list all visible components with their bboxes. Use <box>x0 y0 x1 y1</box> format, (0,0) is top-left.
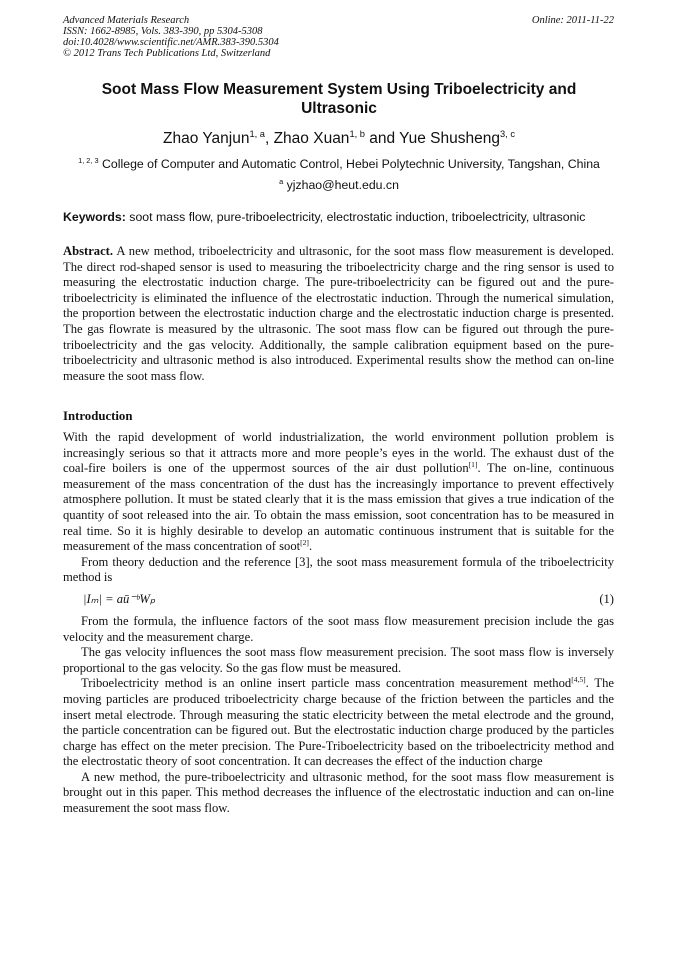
paragraph: From the formula, the influence factors of the soot mass flow measurement precision include the gas velocity and the measurement charge. <box>63 613 614 644</box>
equation-number: (1) <box>599 592 614 607</box>
author-sup: 1, b <box>349 128 365 139</box>
affiliation <box>63 157 615 171</box>
author-sep: and <box>364 130 400 147</box>
author-sup: 3, c <box>500 128 515 139</box>
abstract <box>63 244 614 384</box>
equation-1 <box>63 586 614 614</box>
paragraph: A new method, the pure-triboelectricity and ultrasonic method, for the soot mass flow measurement is brought out in this paper. This method decreases the influence of the electrostatic induction and can on-line measurement the soot mass flow. <box>63 769 614 816</box>
text: Triboelectricity method is an online insert particle mass concentration measurement method <box>81 676 572 691</box>
affiliation-text: College of Computer and Automatic Control, Hebei Polytechnic University, Tangshan, China <box>98 157 600 171</box>
citation: [1] <box>468 460 478 469</box>
doi: doi:10.4028/www.scientific.net/AMR.383-390.5304 <box>63 37 279 48</box>
citation: [2] <box>300 537 309 547</box>
email-sup: a <box>279 176 284 186</box>
email <box>63 178 615 192</box>
author-name: Zhao Yanjun <box>162 130 250 147</box>
authors <box>63 130 615 148</box>
paragraph <box>63 430 614 555</box>
text: . The on-line, continuous measurement of the mass concentration of the dust has the increasingly importance to prevent effectively atmosphere pollution. It must be stated clearly that it is the mass emission that gives a true indication of the quantity of soot released into the air. To obtain the mass emission, soot concentration has to be measured in real time. So it is highly desirable to develop an automatic continuous instrument that is suitable for the measurement of the mass concentration of soot <box>63 461 614 554</box>
email-text[interactable]: yjzhao@heut.edu.cn <box>283 178 399 192</box>
citation: [4,5] <box>571 675 586 685</box>
author-sep: , <box>264 130 274 147</box>
author-name: Zhao Xuan <box>273 130 350 147</box>
paragraph: The gas velocity influences the soot mass flow measurement precision. The soot mass flow is inversely proportional to the gas velocity. So the gas flow must be measured. <box>63 645 614 675</box>
affiliation-sup: 1, 2, 3 <box>78 155 99 165</box>
section-heading-introduction: Introduction <box>63 409 133 423</box>
text: With the rapid development of world industrialization, the world environment pollution problem is increasingly serious so that it attracts more and more people’s eyes in the world. The exhaust dust of the coal-fire boilers is one of the uppermost sources of the air dust pollution <box>63 430 614 476</box>
keywords-label: Keywords: <box>63 210 126 224</box>
introduction-body <box>63 430 614 817</box>
paper-title: Soot Mass Flow Measurement System Using Triboelectricity and Ultrasonic <box>101 81 577 117</box>
keywords <box>63 210 623 224</box>
journal-name: Advanced Materials Research <box>63 15 190 26</box>
abstract-text: A new method, triboelectricity and ultrasonic, for the soot mass flow measurement is developed. The direct rod-shaped sensor is used to measuring the triboelectricity charge and the ring sensor is used to measuring the electrostatic induction charge. The pure-triboelectricity can be figured out and the pure-triboelectricity is eliminated the influence of the electrostatic induction. Through the numerical simulation, the proportion between the electrostatic induction charge and the electrostatic induction charge is presented. The gas flowrate is measured by the ultrasonic. The soot mass flow can be figured out through the pure-triboelectricity and the gas velocity. Additionally, the sample calibration equipment based on the pure-triboelectricity and ultrasonic method is also introduced. Experimental results show the method can on-line measure the soot mass flow. <box>63 244 614 383</box>
paragraph: From theory deduction and the reference [3], the soot mass measurement formula of the triboelectricity method is <box>63 554 614 585</box>
copyright: © 2012 Trans Tech Publications Ltd, Switzerland <box>63 48 271 59</box>
equation: |Iₘ| = aū⁻ᵇWₚ <box>83 592 156 607</box>
author-sup: 1, a <box>249 128 265 139</box>
abstract-label: Abstract. <box>63 244 114 258</box>
keywords-text: soot mass flow, pure-triboelectricity, electrostatic induction, triboelectricity, ultrasonic <box>125 210 586 224</box>
paragraph <box>63 676 614 770</box>
online-date: Online: 2011-11-22 <box>531 15 614 26</box>
issn: ISSN: 1662-8985, Vols. 383-390, pp 5304-5308 <box>63 26 263 37</box>
text: . <box>308 539 313 554</box>
author-name: Yue Shusheng <box>399 130 500 147</box>
text: . The moving particles are produced triboelectricity charge because of the friction between the particles and the insert metal electrode. Through measuring the static electricity between the metal electrode and the ground, the particle concentration can be figured out. But the electrostatic induction charge produced by the particles charge has effect on the meter precision. The Pure-Triboelectricity based on the triboelectricity method and the electrostatic theory of soot concentration. It can decreases the effect of the induction charge <box>63 676 614 769</box>
journal-header <box>63 15 279 59</box>
